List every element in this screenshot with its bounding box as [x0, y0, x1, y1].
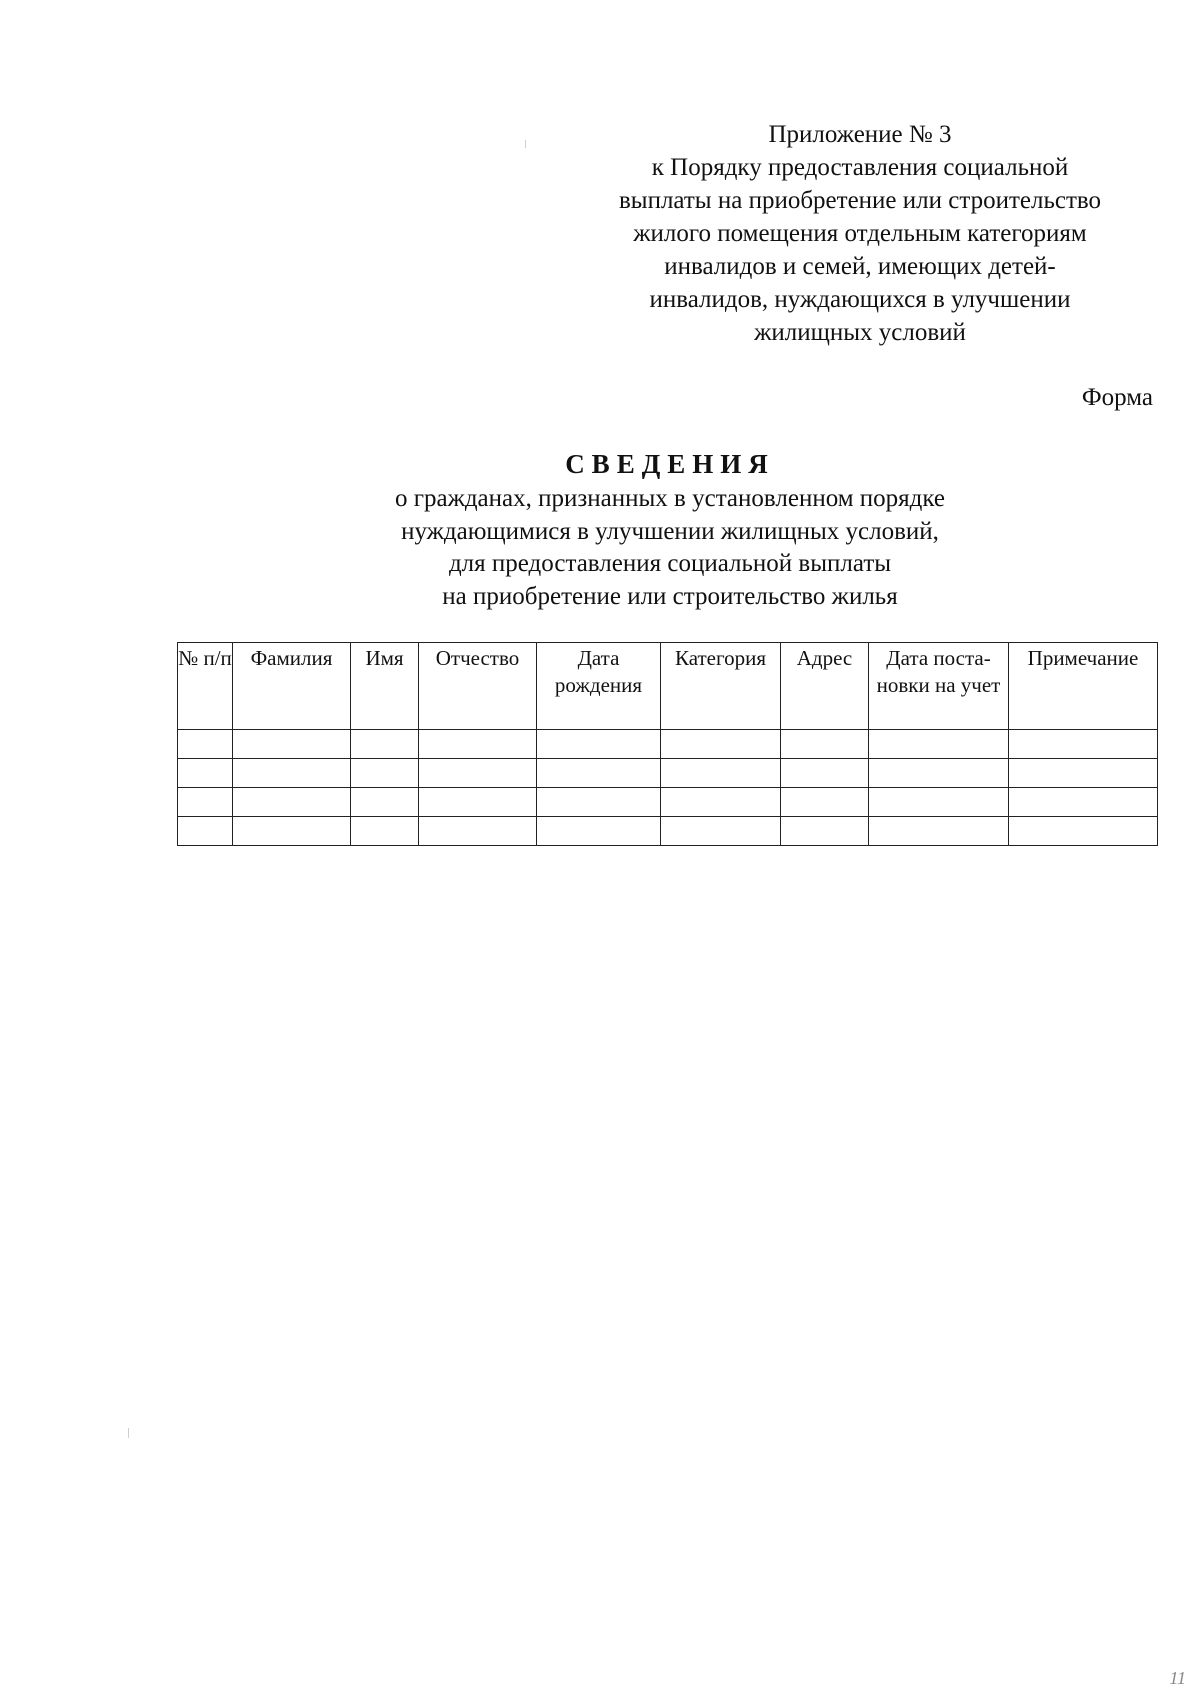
appendix-line: инвалидов и семей, имеющих детей-: [664, 253, 1056, 280]
scan-speck: [128, 1428, 129, 1438]
table-cell: [537, 730, 661, 759]
appendix-line: жилищных условий: [754, 319, 966, 346]
table-cell: [351, 730, 419, 759]
table-cell: [351, 817, 419, 846]
table-cell: [233, 788, 351, 817]
document-heading: [300, 445, 1040, 613]
subtitle-line: о гражданах, признанных в установленном порядке: [394, 485, 946, 512]
table-header-row: [178, 643, 1158, 730]
table-cell: [233, 730, 351, 759]
table-cell: [869, 788, 1009, 817]
page-number: 11: [1169, 1668, 1186, 1688]
table-cell: [869, 730, 1009, 759]
header-surname: Фамилия: [233, 643, 351, 730]
appendix-line: выплаты на приобретение или строительство: [618, 187, 1102, 214]
table-cell: [537, 817, 661, 846]
appendix-title: Приложение № 3: [768, 121, 952, 148]
table-cell: [869, 759, 1009, 788]
table-cell: [351, 788, 419, 817]
table-cell: [233, 817, 351, 846]
table-cell: [781, 817, 869, 846]
table-row: [178, 788, 1158, 817]
table-cell: [419, 788, 537, 817]
appendix-line: жилого помещения отдельным категориям: [633, 220, 1087, 247]
appendix-block: [590, 118, 1130, 349]
table-cell: [661, 730, 781, 759]
header-patronymic: Отчество: [419, 643, 537, 730]
citizens-table: [177, 642, 1158, 846]
table-row: [178, 817, 1158, 846]
table-cell: [1009, 817, 1158, 846]
table-cell: [661, 759, 781, 788]
header-registration-date: Дата поста-новки на учет: [869, 643, 1009, 730]
header-birth-date: Дата рождения: [537, 643, 661, 730]
table-cell: [661, 817, 781, 846]
form-label: Форма: [1081, 384, 1153, 411]
table-cell: [351, 759, 419, 788]
table-row: [178, 730, 1158, 759]
table-cell: [781, 759, 869, 788]
table-cell: [178, 817, 233, 846]
table-cell: [1009, 759, 1158, 788]
header-number: № п/п: [178, 643, 233, 730]
table-cell: [233, 759, 351, 788]
table-cell: [419, 759, 537, 788]
table-cell: [178, 788, 233, 817]
table-cell: [661, 788, 781, 817]
scan-speck: [525, 140, 526, 148]
subtitle-line: для предоставления социальной выплаты: [448, 550, 892, 577]
header-note: Примечание: [1009, 643, 1158, 730]
table-cell: [781, 788, 869, 817]
table-row: [178, 759, 1158, 788]
appendix-line: к Порядку предоставления социальной: [651, 154, 1069, 181]
header-first-name: Имя: [351, 643, 419, 730]
subtitle-line: нуждающимися в улучшении жилищных условий,: [401, 517, 939, 545]
document-title: СВЕДЕНИЯ: [565, 449, 775, 479]
subtitle-line: на приобретение или строительство жилья: [442, 582, 898, 610]
appendix-line: инвалидов, нуждающихся в улучшении: [649, 286, 1071, 313]
table-cell: [1009, 788, 1158, 817]
table-cell: [178, 759, 233, 788]
table-cell: [178, 730, 233, 759]
table-cell: [781, 730, 869, 759]
header-category: Категория: [661, 643, 781, 730]
table-cell: [537, 788, 661, 817]
table-cell: [869, 817, 1009, 846]
header-address: Адрес: [781, 643, 869, 730]
table-cell: [419, 817, 537, 846]
table-cell: [1009, 730, 1158, 759]
table-cell: [419, 730, 537, 759]
table-cell: [537, 759, 661, 788]
